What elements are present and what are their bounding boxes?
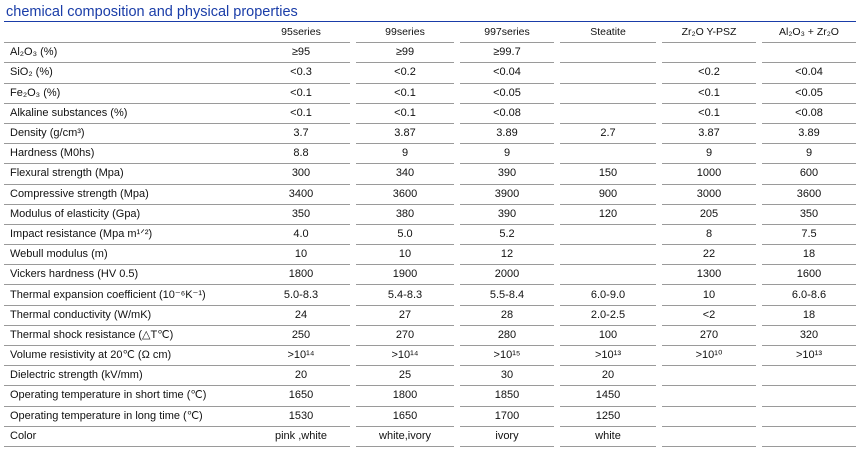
table-row [4,427,856,447]
value-cell [560,265,656,285]
table-body [4,43,856,447]
value-cell: 340 [356,164,454,184]
table-row [4,144,856,164]
value-cell: 1250 [560,407,656,427]
value-cell: 9 [762,144,856,164]
value-cell: 205 [662,205,756,225]
value-cell: <0.05 [460,84,554,104]
value-cell: 150 [560,164,656,184]
value-cell: white [560,427,656,447]
value-cell [762,427,856,447]
value-cell: >10¹⁵ [460,346,554,366]
table-row [4,265,856,285]
value-cell [662,427,756,447]
value-cell: 5.0 [356,225,454,245]
value-cell: <0.08 [762,104,856,124]
value-cell: 1000 [662,164,756,184]
value-cell: <0.05 [762,84,856,104]
value-cell: 3.89 [762,124,856,144]
table-row [4,285,856,305]
value-cell: 9 [662,144,756,164]
value-cell: <0.1 [252,104,350,124]
table-row [4,63,856,83]
value-cell: 1900 [356,265,454,285]
value-cell: 27 [356,306,454,326]
value-cell [560,63,656,83]
value-cell [662,407,756,427]
table-row [4,326,856,346]
value-cell: 3.87 [356,124,454,144]
property-label: Operating temperature in long time (℃) [4,407,252,427]
table-row [4,366,856,386]
column-header: 99series [356,23,454,43]
value-cell: 20 [252,366,350,386]
value-cell: 8.8 [252,144,350,164]
value-cell: 18 [762,306,856,326]
property-label: Webull modulus (m) [4,245,252,265]
value-cell [662,43,756,63]
value-cell: >10¹⁴ [356,346,454,366]
table-row [4,43,856,63]
table-row [4,306,856,326]
value-cell: 5.2 [460,225,554,245]
value-cell: 1600 [762,265,856,285]
value-cell: 3000 [662,185,756,205]
value-cell: 1700 [460,407,554,427]
property-label: Volume resistivity at 20℃ (Ω cm) [4,346,252,366]
value-cell: <0.1 [356,84,454,104]
value-cell: <0.3 [252,63,350,83]
value-cell: 3400 [252,185,350,205]
property-label: Operating temperature in short time (℃) [4,386,252,406]
value-cell: >10¹⁰ [662,346,756,366]
value-cell: 12 [460,245,554,265]
value-cell: 5.4-8.3 [356,285,454,305]
value-cell: 1450 [560,386,656,406]
title-underline [4,21,856,22]
value-cell: 380 [356,205,454,225]
column-header: Zr₂O Y-PSZ [662,23,756,43]
value-cell: 10 [662,285,756,305]
value-cell: 24 [252,306,350,326]
value-cell: 30 [460,366,554,386]
value-cell: 390 [460,205,554,225]
value-cell: <0.04 [460,63,554,83]
value-cell: <0.1 [252,84,350,104]
value-cell: 120 [560,205,656,225]
property-label: Thermal shock resistance (△T℃) [4,326,252,346]
table-row [4,205,856,225]
value-cell: 3.89 [460,124,554,144]
value-cell: 20 [560,366,656,386]
value-cell: 9 [460,144,554,164]
property-label: Dielectric strength (kV/mm) [4,366,252,386]
value-cell: 18 [762,245,856,265]
value-cell: 1300 [662,265,756,285]
value-cell: 2.0-2.5 [560,306,656,326]
value-cell: 1800 [356,386,454,406]
value-cell: 270 [662,326,756,346]
value-cell [560,245,656,265]
value-cell [560,104,656,124]
value-cell: 3900 [460,185,554,205]
value-cell: ivory [460,427,554,447]
property-label: Density (g/cm³) [4,124,252,144]
value-cell: 280 [460,326,554,346]
table-row [4,164,856,184]
value-cell: 350 [252,205,350,225]
value-cell: 320 [762,326,856,346]
value-cell: 6.0-8.6 [762,285,856,305]
property-label: Thermal conductivity (W/mK) [4,306,252,326]
value-cell: ≥95 [252,43,350,63]
value-cell: 600 [762,164,856,184]
table-row [4,386,856,406]
value-cell: 3.7 [252,124,350,144]
value-cell: 9 [356,144,454,164]
value-cell: >10¹⁴ [252,346,350,366]
column-header: 95series [252,23,350,43]
header-row [4,23,856,43]
property-label: Color [4,427,252,447]
value-cell [662,386,756,406]
value-cell: 2000 [460,265,554,285]
column-header: 997series [460,23,554,43]
value-cell: <0.1 [356,104,454,124]
value-cell [560,84,656,104]
value-cell: 7.5 [762,225,856,245]
table-row [4,245,856,265]
value-cell: 1530 [252,407,350,427]
value-cell [762,43,856,63]
value-cell: 300 [252,164,350,184]
value-cell [762,386,856,406]
property-label: Fe₂O₃ (%) [4,84,252,104]
value-cell: 28 [460,306,554,326]
value-cell: >10¹³ [762,346,856,366]
value-cell: 3.87 [662,124,756,144]
value-cell: 22 [662,245,756,265]
value-cell: 3600 [762,185,856,205]
property-label: Thermal expansion coefficient (10⁻⁶K⁻¹) [4,285,252,305]
value-cell [762,407,856,427]
value-cell: 1850 [460,386,554,406]
table-row [4,104,856,124]
value-cell: 5.0-8.3 [252,285,350,305]
property-label: Hardness (M0hs) [4,144,252,164]
value-cell: ≥99.7 [460,43,554,63]
value-cell: white,ivory [356,427,454,447]
value-cell: <0.08 [460,104,554,124]
value-cell: 10 [356,245,454,265]
table-row [4,84,856,104]
property-label: Compressive strength (Mpa) [4,185,252,205]
table-row [4,346,856,366]
value-cell: 100 [560,326,656,346]
value-cell: <0.1 [662,104,756,124]
value-cell: <0.1 [662,84,756,104]
table-row [4,407,856,427]
value-cell: <0.2 [662,63,756,83]
property-label: Al₂O₃ (%) [4,43,252,63]
value-cell: 390 [460,164,554,184]
value-cell: ≥99 [356,43,454,63]
page-title: chemical composition and physical properties [6,4,298,20]
header-property [4,23,252,43]
value-cell: 900 [560,185,656,205]
value-cell [560,225,656,245]
property-label: Impact resistance (Mpa m¹ᐟ²) [4,225,252,245]
property-label: Vickers hardness (HV 0.5) [4,265,252,285]
value-cell: >10¹³ [560,346,656,366]
value-cell: <2 [662,306,756,326]
value-cell: <0.04 [762,63,856,83]
value-cell [560,43,656,63]
properties-table [4,23,856,447]
value-cell: 10 [252,245,350,265]
table-header [4,23,856,43]
value-cell: 2.7 [560,124,656,144]
value-cell: 1650 [356,407,454,427]
value-cell: 1800 [252,265,350,285]
value-cell: 250 [252,326,350,346]
value-cell: 350 [762,205,856,225]
value-cell: 1650 [252,386,350,406]
value-cell [762,366,856,386]
column-header: Steatite [560,23,656,43]
table-row [4,225,856,245]
table-row [4,124,856,144]
value-cell: 6.0-9.0 [560,285,656,305]
property-label: Alkaline substances (%) [4,104,252,124]
value-cell: 4.0 [252,225,350,245]
property-label: Flexural strength (Mpa) [4,164,252,184]
table-row [4,185,856,205]
value-cell: 5.5-8.4 [460,285,554,305]
value-cell: <0.2 [356,63,454,83]
value-cell: pink ,white [252,427,350,447]
value-cell: 8 [662,225,756,245]
value-cell: 270 [356,326,454,346]
value-cell: 3600 [356,185,454,205]
value-cell: 25 [356,366,454,386]
column-header: Al₂O₃ + Zr₂O [762,23,856,43]
value-cell [662,366,756,386]
property-label: SiO₂ (%) [4,63,252,83]
property-label: Modulus of elasticity (Gpa) [4,205,252,225]
value-cell [560,144,656,164]
